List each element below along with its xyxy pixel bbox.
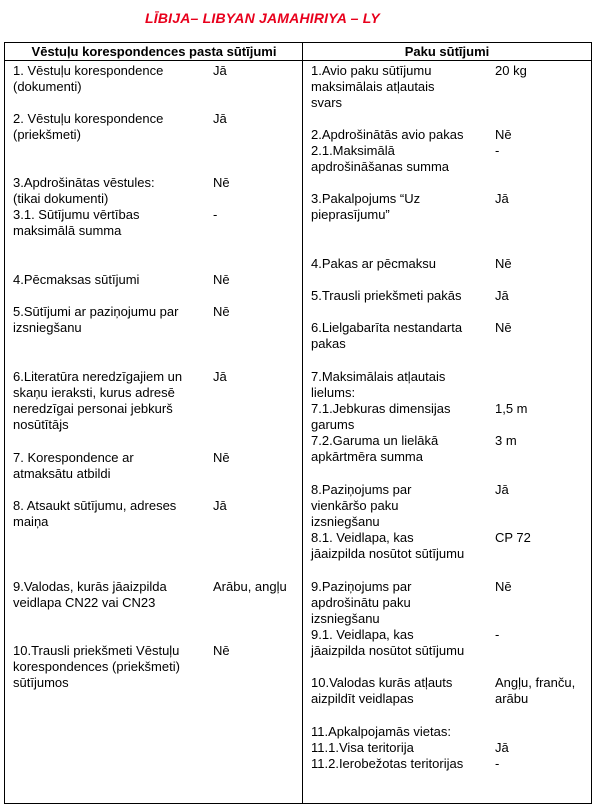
letter-row-value: Jā bbox=[213, 498, 227, 513]
parcel-row-label: 7.2.Garuma un lielākā apkārtmēra summa bbox=[311, 433, 439, 464]
letter-row-value: Nē bbox=[213, 643, 230, 658]
parcel-row-label: 8.1. Veidlapa, kas jāaizpilda nosūtot sūtījumu bbox=[311, 530, 465, 561]
letter-row-label: 3.1. Sūtījumu vērtības maksimālā summa bbox=[13, 207, 140, 238]
parcel-row-value: Angļu, franču, arābu bbox=[495, 675, 576, 706]
parcel-row-label: 8.Paziņojums par vienkāršo paku izsniegšanu bbox=[311, 482, 412, 529]
letter-row-label: 1. Vēstuļu korespondence (dokumenti) bbox=[13, 63, 164, 94]
parcel-row-value: Nē bbox=[495, 256, 512, 271]
parcel-row-label: 2.Apdrošinātās avio pakas bbox=[311, 127, 464, 142]
parcel-row-value: Nē bbox=[495, 320, 512, 335]
parcel-row-value: Jā bbox=[495, 482, 509, 497]
parcel-row-label: 10.Valodas kurās atļauts aizpildīt veidlapas bbox=[311, 675, 453, 706]
parcel-row-label: 1.Avio paku sūtījumu maksimālais atļautais svars bbox=[311, 63, 435, 110]
parcel-row-label: 7.1.Jebkuras dimensijas garums bbox=[311, 401, 451, 432]
column-divider bbox=[302, 43, 303, 803]
letter-row-label: 6.Literatūra neredzīgajiem un skaņu ieraksti, kurus adresē neredzīgai personai jebkurš nosūtītājs bbox=[13, 369, 183, 432]
parcel-row-label: 9.Paziņojums par apdrošinātu paku izsniegšanu bbox=[311, 579, 412, 626]
letter-row-label: 4.Pēcmaksas sūtījumi bbox=[13, 272, 140, 287]
letter-row-value: Jā bbox=[213, 63, 227, 78]
parcel-row-value: Jā bbox=[495, 288, 509, 303]
parcel-row-label: 11.1.Visa teritorija bbox=[311, 740, 414, 755]
parcel-row-value: 1,5 m bbox=[495, 401, 528, 416]
letter-row-label: 10.Trausli priekšmeti Vēstuļu korespondences (priekšmeti) sūtījumos bbox=[13, 643, 180, 690]
parcel-row-value: - bbox=[495, 143, 500, 158]
page-title: LĪBIJA– LIBYAN JAMAHIRIYA – LY bbox=[145, 10, 380, 26]
letter-row-label: 7. Korespondence ar atmaksātu atbildi bbox=[13, 450, 134, 481]
parcel-row-value: Jā bbox=[495, 191, 509, 206]
parcel-row-label: 11.2.Ierobežotas teritorijas bbox=[311, 756, 464, 771]
letter-mail-header: Vēstuļu korespondences pasta sūtījumi bbox=[5, 43, 303, 61]
parcel-row-value: Jā bbox=[495, 740, 509, 755]
letter-row-label: 2. Vēstuļu korespondence (priekšmeti) bbox=[13, 111, 164, 142]
services-table bbox=[4, 42, 592, 804]
letter-row-label: 5.Sūtījumi ar paziņojumu par izsniegšanu bbox=[13, 304, 179, 335]
letter-row-label: 9.Valodas, kurās jāaizpilda veidlapa CN22 vai CN23 bbox=[13, 579, 167, 610]
parcel-row-label: 3.Pakalpojums “Uz pieprasījumu” bbox=[311, 191, 421, 222]
letter-row-value: Nē bbox=[213, 272, 230, 287]
parcel-row-value: 20 kg bbox=[495, 63, 527, 78]
parcel-row-label: 9.1. Veidlapa, kas jāaizpilda nosūtot sūtījumu bbox=[311, 627, 465, 658]
parcel-row-label: 5.Trausli priekšmeti pakās bbox=[311, 288, 462, 303]
parcel-row-value: - bbox=[495, 756, 500, 771]
parcel-row-label: 7.Maksimālais atļautais lielums: bbox=[311, 369, 446, 400]
parcel-row-label: 11.Apkalpojamās vietas: bbox=[311, 724, 451, 739]
letter-row-value: Nē bbox=[213, 450, 230, 465]
letter-row-label: 8. Atsaukt sūtījumu, adreses maiņa bbox=[13, 498, 177, 529]
parcel-row-value: - bbox=[495, 627, 500, 642]
parcel-row-label: 2.1.Maksimālā apdrošināšanas summa bbox=[311, 143, 450, 174]
parcel-row-label: 6.Lielgabarīta nestandarta pakas bbox=[311, 320, 463, 351]
parcels-header: Paku sūtījumi bbox=[303, 43, 591, 61]
letter-row-value: Arābu, angļu bbox=[213, 579, 287, 594]
letter-row-value: Jā bbox=[213, 111, 227, 126]
parcel-row-value: Nē bbox=[495, 127, 512, 142]
parcel-row-label: 4.Pakas ar pēcmaksu bbox=[311, 256, 437, 271]
parcel-row-value: CP 72 bbox=[495, 530, 531, 545]
parcel-row-value: 3 m bbox=[495, 433, 517, 448]
letter-row-value: Jā bbox=[213, 369, 227, 384]
letter-row-value: Nē bbox=[213, 304, 230, 319]
letter-row-value: Nē bbox=[213, 175, 230, 190]
parcel-row-value: Nē bbox=[495, 579, 512, 594]
letter-row-label: 3.Apdrošinātas vēstules: (tikai dokumenti) bbox=[13, 175, 155, 206]
letter-row-value: - bbox=[213, 207, 218, 222]
